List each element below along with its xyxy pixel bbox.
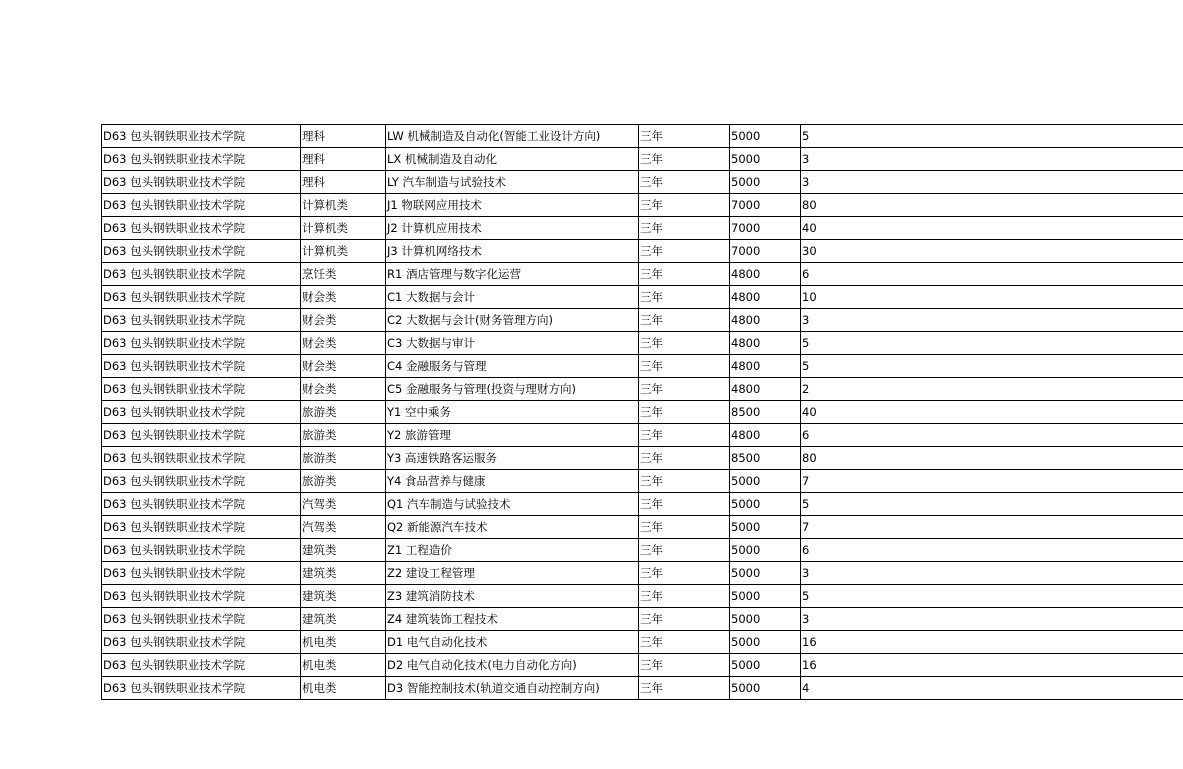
major-cell: LX 机械制造及自动化 <box>386 148 639 171</box>
duration-cell: 三年 <box>639 424 730 447</box>
major-cell: LY 汽车制造与试验技术 <box>386 171 639 194</box>
major-cell: Q1 汽车制造与试验技术 <box>386 493 639 516</box>
major-cell: Y4 食品营养与健康 <box>386 470 639 493</box>
table-row <box>102 309 1183 332</box>
plan-count-cell: 3 <box>801 608 1183 631</box>
plan-count-cell: 5 <box>801 332 1183 355</box>
duration-cell: 三年 <box>639 332 730 355</box>
school-cell: D63 包头钢铁职业技术学院 <box>102 493 301 516</box>
table-row <box>102 401 1183 424</box>
tuition-cell: 7000 <box>730 194 801 217</box>
category-cell: 旅游类 <box>301 447 386 470</box>
duration-cell: 三年 <box>639 447 730 470</box>
table-row <box>102 493 1183 516</box>
school-cell: D63 包头钢铁职业技术学院 <box>102 171 301 194</box>
major-cell: Y3 高速铁路客运服务 <box>386 447 639 470</box>
enrollment-plan-sheet <box>101 124 1183 700</box>
table-row <box>102 608 1183 631</box>
table-row <box>102 332 1183 355</box>
major-cell: D2 电气自动化技术(电力自动化方向) <box>386 654 639 677</box>
table-row <box>102 631 1183 654</box>
duration-cell: 三年 <box>639 125 730 148</box>
table-row <box>102 125 1183 148</box>
tuition-cell: 5000 <box>730 539 801 562</box>
category-cell: 理科 <box>301 125 386 148</box>
tuition-cell: 5000 <box>730 631 801 654</box>
major-cell: Z1 工程造价 <box>386 539 639 562</box>
school-cell: D63 包头钢铁职业技术学院 <box>102 516 301 539</box>
major-cell: J1 物联网应用技术 <box>386 194 639 217</box>
tuition-cell: 5000 <box>730 585 801 608</box>
plan-count-cell: 4 <box>801 677 1183 700</box>
tuition-cell: 5000 <box>730 470 801 493</box>
table-row <box>102 286 1183 309</box>
school-cell: D63 包头钢铁职业技术学院 <box>102 401 301 424</box>
tuition-cell: 5000 <box>730 677 801 700</box>
school-cell: D63 包头钢铁职业技术学院 <box>102 355 301 378</box>
major-cell: C4 金融服务与管理 <box>386 355 639 378</box>
duration-cell: 三年 <box>639 401 730 424</box>
duration-cell: 三年 <box>639 608 730 631</box>
category-cell: 理科 <box>301 148 386 171</box>
tuition-cell: 5000 <box>730 562 801 585</box>
category-cell: 财会类 <box>301 355 386 378</box>
major-cell: Z4 建筑装饰工程技术 <box>386 608 639 631</box>
tuition-cell: 5000 <box>730 171 801 194</box>
tuition-cell: 7000 <box>730 217 801 240</box>
plan-count-cell: 6 <box>801 539 1183 562</box>
duration-cell: 三年 <box>639 355 730 378</box>
category-cell: 建筑类 <box>301 585 386 608</box>
duration-cell: 三年 <box>639 562 730 585</box>
duration-cell: 三年 <box>639 286 730 309</box>
major-cell: J3 计算机网络技术 <box>386 240 639 263</box>
category-cell: 烹饪类 <box>301 263 386 286</box>
duration-cell: 三年 <box>639 516 730 539</box>
category-cell: 建筑类 <box>301 539 386 562</box>
school-cell: D63 包头钢铁职业技术学院 <box>102 217 301 240</box>
table-row <box>102 378 1183 401</box>
tuition-cell: 5000 <box>730 608 801 631</box>
table-row <box>102 148 1183 171</box>
tuition-cell: 4800 <box>730 332 801 355</box>
school-cell: D63 包头钢铁职业技术学院 <box>102 562 301 585</box>
plan-count-cell: 6 <box>801 263 1183 286</box>
tuition-cell: 8500 <box>730 447 801 470</box>
major-cell: Q2 新能源汽车技术 <box>386 516 639 539</box>
category-cell: 计算机类 <box>301 194 386 217</box>
plan-count-cell: 16 <box>801 654 1183 677</box>
plan-count-cell: 3 <box>801 148 1183 171</box>
category-cell: 计算机类 <box>301 217 386 240</box>
plan-count-cell: 6 <box>801 424 1183 447</box>
tuition-cell: 8500 <box>730 401 801 424</box>
plan-count-cell: 3 <box>801 309 1183 332</box>
category-cell: 机电类 <box>301 677 386 700</box>
duration-cell: 三年 <box>639 654 730 677</box>
plan-count-cell: 7 <box>801 516 1183 539</box>
tuition-cell: 4800 <box>730 286 801 309</box>
tuition-cell: 4800 <box>730 263 801 286</box>
major-cell: R1 酒店管理与数字化运营 <box>386 263 639 286</box>
school-cell: D63 包头钢铁职业技术学院 <box>102 263 301 286</box>
plan-count-cell: 5 <box>801 493 1183 516</box>
school-cell: D63 包头钢铁职业技术学院 <box>102 125 301 148</box>
major-cell: C5 金融服务与管理(投资与理财方向) <box>386 378 639 401</box>
category-cell: 财会类 <box>301 378 386 401</box>
duration-cell: 三年 <box>639 217 730 240</box>
table-row <box>102 355 1183 378</box>
duration-cell: 三年 <box>639 493 730 516</box>
plan-count-cell: 40 <box>801 401 1183 424</box>
plan-count-cell: 40 <box>801 217 1183 240</box>
tuition-cell: 5000 <box>730 148 801 171</box>
major-cell: D3 智能控制技术(轨道交通自动控制方向) <box>386 677 639 700</box>
school-cell: D63 包头钢铁职业技术学院 <box>102 332 301 355</box>
category-cell: 建筑类 <box>301 608 386 631</box>
school-cell: D63 包头钢铁职业技术学院 <box>102 470 301 493</box>
plan-count-cell: 10 <box>801 286 1183 309</box>
table-row <box>102 470 1183 493</box>
school-cell: D63 包头钢铁职业技术学院 <box>102 424 301 447</box>
school-cell: D63 包头钢铁职业技术学院 <box>102 194 301 217</box>
major-cell: J2 计算机应用技术 <box>386 217 639 240</box>
table-row <box>102 562 1183 585</box>
table-row <box>102 240 1183 263</box>
tuition-cell: 4800 <box>730 378 801 401</box>
major-cell: C2 大数据与会计(财务管理方向) <box>386 309 639 332</box>
school-cell: D63 包头钢铁职业技术学院 <box>102 677 301 700</box>
tuition-cell: 7000 <box>730 240 801 263</box>
duration-cell: 三年 <box>639 171 730 194</box>
category-cell: 旅游类 <box>301 470 386 493</box>
plan-count-cell: 5 <box>801 585 1183 608</box>
table-row <box>102 516 1183 539</box>
major-cell: D1 电气自动化技术 <box>386 631 639 654</box>
school-cell: D63 包头钢铁职业技术学院 <box>102 585 301 608</box>
category-cell: 汽驾类 <box>301 516 386 539</box>
tuition-cell: 4800 <box>730 355 801 378</box>
table-row <box>102 585 1183 608</box>
category-cell: 旅游类 <box>301 424 386 447</box>
duration-cell: 三年 <box>639 470 730 493</box>
duration-cell: 三年 <box>639 539 730 562</box>
category-cell: 理科 <box>301 171 386 194</box>
plan-count-cell: 16 <box>801 631 1183 654</box>
table-row <box>102 424 1183 447</box>
plan-count-cell: 7 <box>801 470 1183 493</box>
tuition-cell: 5000 <box>730 654 801 677</box>
major-cell: C1 大数据与会计 <box>386 286 639 309</box>
duration-cell: 三年 <box>639 194 730 217</box>
category-cell: 旅游类 <box>301 401 386 424</box>
plan-count-cell: 3 <box>801 171 1183 194</box>
school-cell: D63 包头钢铁职业技术学院 <box>102 447 301 470</box>
school-cell: D63 包头钢铁职业技术学院 <box>102 631 301 654</box>
school-cell: D63 包头钢铁职业技术学院 <box>102 240 301 263</box>
tuition-cell: 5000 <box>730 125 801 148</box>
category-cell: 财会类 <box>301 332 386 355</box>
major-cell: C3 大数据与审计 <box>386 332 639 355</box>
duration-cell: 三年 <box>639 677 730 700</box>
plan-count-cell: 5 <box>801 355 1183 378</box>
plan-count-cell: 2 <box>801 378 1183 401</box>
tuition-cell: 5000 <box>730 516 801 539</box>
category-cell: 财会类 <box>301 286 386 309</box>
category-cell: 建筑类 <box>301 562 386 585</box>
plan-count-cell: 30 <box>801 240 1183 263</box>
table-row <box>102 171 1183 194</box>
plan-count-cell: 80 <box>801 447 1183 470</box>
category-cell: 计算机类 <box>301 240 386 263</box>
category-cell: 机电类 <box>301 631 386 654</box>
table-row <box>102 217 1183 240</box>
category-cell: 机电类 <box>301 654 386 677</box>
category-cell: 汽驾类 <box>301 493 386 516</box>
plan-count-cell: 80 <box>801 194 1183 217</box>
major-cell: LW 机械制造及自动化(智能工业设计方向) <box>386 125 639 148</box>
duration-cell: 三年 <box>639 585 730 608</box>
table-row <box>102 194 1183 217</box>
plan-count-cell: 5 <box>801 125 1183 148</box>
duration-cell: 三年 <box>639 309 730 332</box>
enrollment-plan-table <box>101 124 1183 700</box>
school-cell: D63 包头钢铁职业技术学院 <box>102 654 301 677</box>
table-row <box>102 654 1183 677</box>
major-cell: Y1 空中乘务 <box>386 401 639 424</box>
school-cell: D63 包头钢铁职业技术学院 <box>102 608 301 631</box>
duration-cell: 三年 <box>639 378 730 401</box>
school-cell: D63 包头钢铁职业技术学院 <box>102 286 301 309</box>
category-cell: 财会类 <box>301 309 386 332</box>
major-cell: Z3 建筑消防技术 <box>386 585 639 608</box>
major-cell: Z2 建设工程管理 <box>386 562 639 585</box>
duration-cell: 三年 <box>639 631 730 654</box>
table-row <box>102 539 1183 562</box>
table-body <box>102 125 1183 700</box>
major-cell: Y2 旅游管理 <box>386 424 639 447</box>
tuition-cell: 5000 <box>730 493 801 516</box>
tuition-cell: 4800 <box>730 309 801 332</box>
plan-count-cell: 3 <box>801 562 1183 585</box>
table-row <box>102 677 1183 700</box>
school-cell: D63 包头钢铁职业技术学院 <box>102 148 301 171</box>
school-cell: D63 包头钢铁职业技术学院 <box>102 309 301 332</box>
duration-cell: 三年 <box>639 263 730 286</box>
duration-cell: 三年 <box>639 240 730 263</box>
school-cell: D63 包头钢铁职业技术学院 <box>102 378 301 401</box>
table-row <box>102 263 1183 286</box>
school-cell: D63 包头钢铁职业技术学院 <box>102 539 301 562</box>
duration-cell: 三年 <box>639 148 730 171</box>
tuition-cell: 4800 <box>730 424 801 447</box>
table-row <box>102 447 1183 470</box>
